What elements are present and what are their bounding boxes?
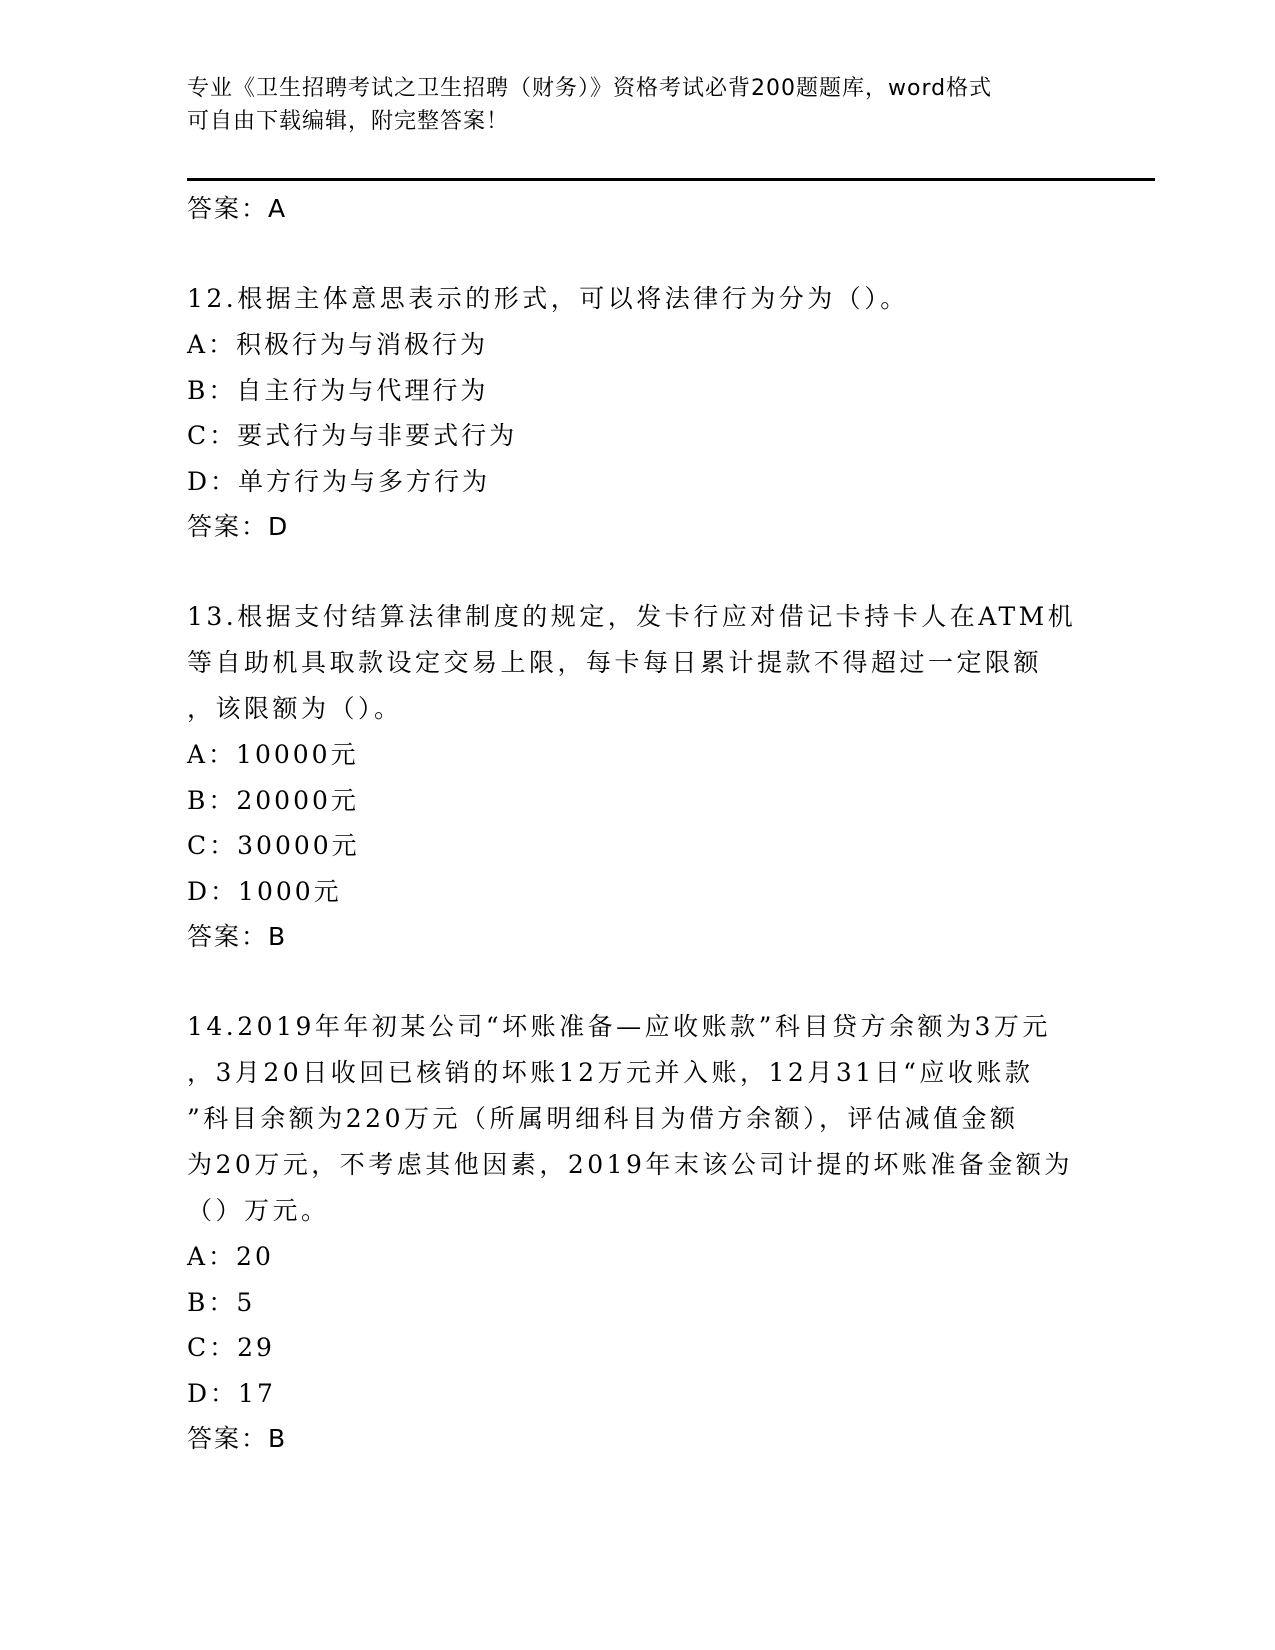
document-header [187, 72, 1087, 138]
option-d: D：17 [187, 1378, 276, 1408]
question-stem-line-2: ，3月20日收回已核销的坏账12万元并入账，12月31日“应收账款 [187, 1058, 1034, 1087]
question-stem-line-1: 13.根据支付结算法律制度的规定，发卡行应对借记卡持卡人在ATM机 [187, 602, 1077, 631]
option-c: C：要式行为与非要式行为 [187, 421, 518, 450]
question-stem-line-5: （）万元。 [187, 1196, 330, 1225]
header-divider [187, 178, 1155, 181]
header-line-1: 专业《卫生招聘考试之卫生招聘（财务）》资格考试必背200题题库，word格式 [187, 76, 993, 101]
question-14 [187, 1004, 1087, 1462]
option-a: A：20 [187, 1242, 274, 1271]
option-b: B：5 [187, 1287, 256, 1317]
previous-answer: 答案：A [187, 194, 288, 223]
question-stem-line-4: 为20万元，不考虑其他因素，2019年末该公司计提的坏账准备金额为 [187, 1150, 1073, 1179]
option-d: D：单方行为与多方行为 [187, 466, 491, 496]
option-a: A：积极行为与消极行为 [187, 330, 489, 359]
option-b: B：20000元 [187, 785, 359, 815]
question-stem-line-2: 等自助机具取款设定交易上限，每卡每日累计提款不得超过一定限额 [187, 648, 1043, 677]
question-stem-line-3: ，该限额为（）。 [187, 694, 403, 723]
option-c: C：29 [187, 1333, 275, 1362]
option-b: B：自主行为与代理行为 [187, 375, 489, 405]
answer: 答案：B [187, 1424, 288, 1453]
document-body [187, 186, 1087, 1462]
question-12 [187, 276, 1087, 550]
answer: 答案：D [187, 512, 290, 541]
option-a: A：10000元 [187, 740, 359, 769]
question-stem-line-3: ”科目余额为220万元（所属明细科目为借方余额），评估减值金额 [187, 1104, 1019, 1133]
option-c: C：30000元 [187, 831, 360, 860]
answer: 答案：B [187, 922, 288, 951]
question-stem: 12.根据主体意思表示的形式，可以将法律行为分为（）。 [187, 284, 909, 313]
header-line-2: 可自由下载编辑，附完整答案！ [187, 109, 510, 134]
question-stem-line-1: 14.2019年年初某公司“坏账准备—应收账款”科目贷方余额为3万元 [187, 1012, 1051, 1041]
option-d: D：1000元 [187, 876, 342, 906]
question-13 [187, 594, 1087, 960]
